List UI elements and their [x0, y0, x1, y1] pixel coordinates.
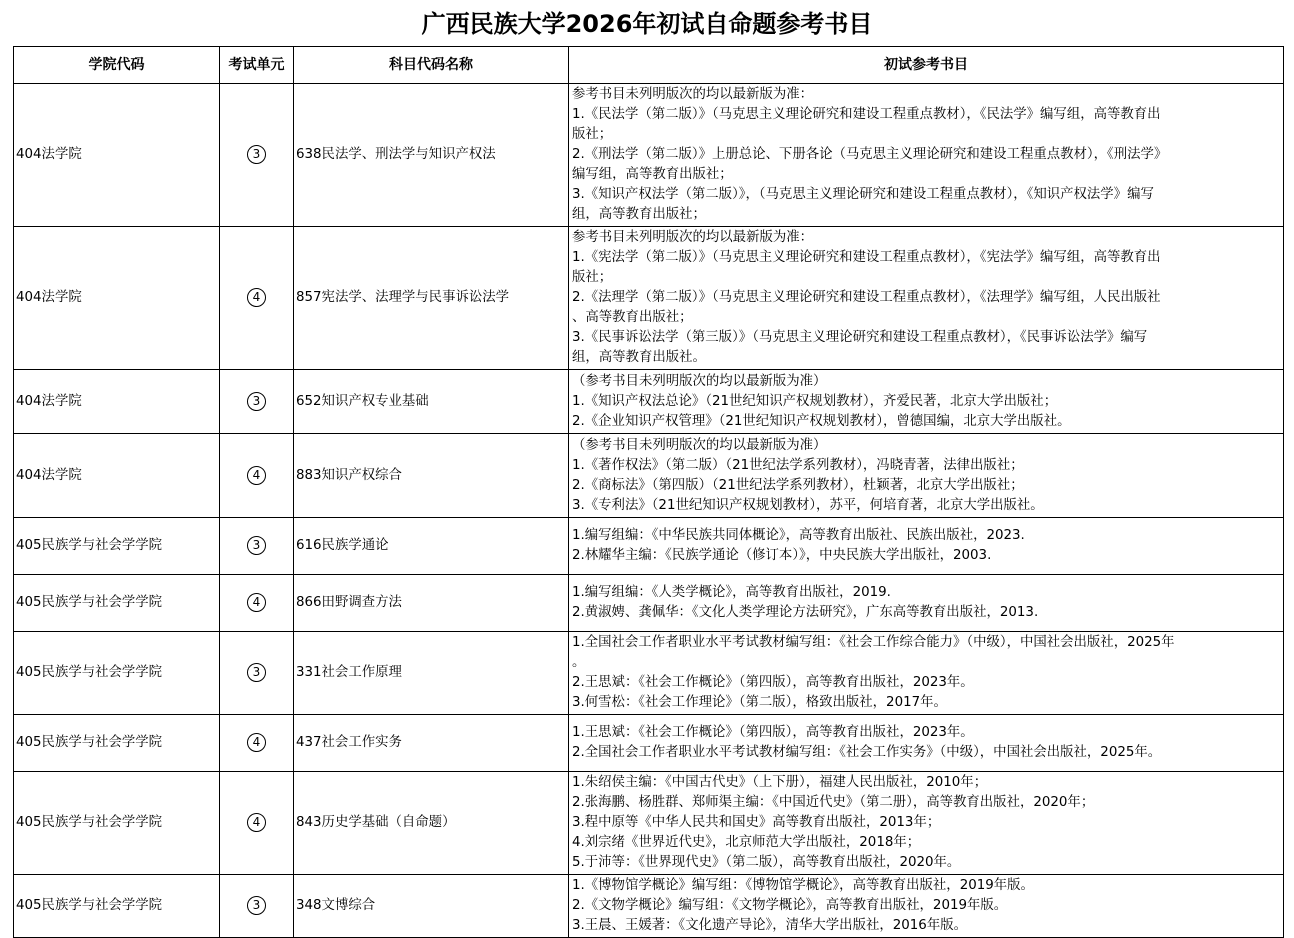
column-header-books: 初试参考书目	[569, 47, 1284, 84]
column-header-unit: 考试单元	[220, 47, 294, 84]
exam-unit-badge: 3	[247, 536, 266, 555]
exam-unit-badge: 3	[247, 145, 266, 164]
subject-cell: 843历史学基础（自命题）	[294, 772, 569, 875]
books-cell	[569, 715, 1284, 772]
book-line: 版社；	[572, 127, 613, 142]
book-line: 2.《文物学概论》编写组：《文物学概论》，高等教育出版社，2019年版。	[572, 898, 1008, 913]
table-row	[14, 434, 1284, 518]
college-cell: 405民族学与社会学学院	[14, 772, 220, 875]
subject-cell: 616民族学通论	[294, 518, 569, 575]
book-line: 2.《商标法》（第四版）（21世纪法学系列教材），杜颖著，北京大学出版社；	[572, 477, 1024, 493]
books-cell	[569, 227, 1284, 370]
book-line: 参考书目未列明版次的均以最新版为准：	[572, 87, 814, 102]
college-cell: 404法学院	[14, 84, 220, 227]
college-cell: 405民族学与社会学学院	[14, 875, 220, 938]
exam-unit-cell	[220, 84, 294, 227]
book-line: 2.张海鹏、杨胜群、郑师渠主编：《中国近代史》（第二册），高等教育出版社，2020年；	[572, 795, 1095, 810]
college-cell: 405民族学与社会学学院	[14, 518, 220, 575]
exam-unit-cell	[220, 772, 294, 875]
books-cell	[569, 575, 1284, 632]
table-row	[14, 227, 1284, 370]
subject-cell: 331社会工作原理	[294, 632, 569, 715]
book-line: 3.何雪松：《社会工作理论》（第二版），格致出版社，2017年。	[572, 695, 947, 710]
table-row	[14, 575, 1284, 632]
subject-cell: 348文博综合	[294, 875, 569, 938]
book-line: 编写组，高等教育出版社；	[572, 167, 733, 182]
book-line: 2.全国社会工作者职业水平考试教材编写组：《社会工作实务》（中级），中国社会出版社，2025年。	[572, 745, 1162, 760]
table-row	[14, 632, 1284, 715]
subject-cell: 883知识产权综合	[294, 434, 569, 518]
books-cell	[569, 370, 1284, 434]
book-line: 2.黄淑娉、龚佩华：《文化人类学理论方法研究》，广东高等教育出版社，2013.	[572, 605, 1039, 620]
subject-cell: 652知识产权专业基础	[294, 370, 569, 434]
subject-cell: 437社会工作实务	[294, 715, 569, 772]
table-row	[14, 772, 1284, 875]
book-line: 1.王思斌：《社会工作概论》（第四版），高等教育出版社，2023年。	[572, 725, 974, 740]
book-line: 2.《法理学（第二版）》（马克思主义理论研究和建设工程重点教材），《法理学》编写组，人民出版社	[572, 290, 1161, 305]
book-line: 3.《知识产权法学（第二版）》，（马克思主义理论研究和建设工程重点教材），《知识产权法学》编写	[572, 187, 1154, 202]
exam-unit-cell	[220, 875, 294, 938]
exam-unit-cell	[220, 518, 294, 575]
exam-unit-badge: 3	[247, 392, 266, 411]
book-line: 1.《博物馆学概论》编写组：《博物馆学概论》，高等教育出版社，2019年版。	[572, 878, 1034, 893]
exam-unit-badge: 4	[247, 288, 266, 307]
table-row	[14, 875, 1284, 938]
table-header-row	[14, 47, 1284, 84]
bibliography-table	[13, 46, 1284, 938]
exam-unit-badge: 4	[247, 733, 266, 752]
book-line: 版社；	[572, 270, 613, 285]
college-cell: 405民族学与社会学学院	[14, 632, 220, 715]
table-row	[14, 715, 1284, 772]
book-line: 2.《企业知识产权管理》（21世纪知识产权规划教材），曾德国编，北京大学出版社。	[572, 413, 1071, 429]
book-line: （参考书目未列明版次的均以最新版为准）	[572, 437, 827, 453]
book-line: 。	[572, 655, 586, 670]
book-line: 1.编写组编：《中华民族共同体概论》，高等教育出版社、民族出版社，2023.	[572, 528, 1025, 543]
college-cell: 404法学院	[14, 227, 220, 370]
exam-unit-badge: 4	[247, 593, 266, 612]
book-line: 3.程中原等《中华人民共和国史》高等教育出版社，2013年；	[572, 815, 941, 830]
books-cell	[569, 84, 1284, 227]
book-line: 2.《刑法学（第二版）》上册总论、下册各论（马克思主义理论研究和建设工程重点教材），《刑法学》	[572, 147, 1168, 162]
book-line: 1.朱绍侯主编：《中国古代史》（上下册），福建人民出版社，2010年；	[572, 775, 988, 790]
book-line: 1.编写组编：《人类学概论》，高等教育出版社，2019.	[572, 585, 891, 600]
book-line: 1.《著作权法》（第二版）（21世纪法学系列教材），冯晓青著，法律出版社；	[572, 457, 1024, 473]
book-line: 2.王思斌：《社会工作概论》（第四版），高等教育出版社，2023年。	[572, 675, 974, 690]
books-cell	[569, 434, 1284, 518]
college-cell: 405民族学与社会学学院	[14, 715, 220, 772]
exam-unit-cell	[220, 370, 294, 434]
book-line: 1.《宪法学（第二版）》（马克思主义理论研究和建设工程重点教材），《宪法学》编写组，高等教育出	[572, 250, 1161, 265]
table-row	[14, 84, 1284, 227]
table-row	[14, 518, 1284, 575]
book-line: 3.《民事诉讼法学（第三版）》（马克思主义理论研究和建设工程重点教材），《民事诉讼法学》编写	[572, 330, 1148, 345]
book-line: 1.《知识产权法总论》（21世纪知识产权规划教材），齐爱民著，北京大学出版社；	[572, 393, 1058, 409]
books-cell	[569, 875, 1284, 938]
subject-cell: 866田野调查方法	[294, 575, 569, 632]
book-line: （参考书目未列明版次的均以最新版为准）	[572, 373, 827, 389]
college-cell: 405民族学与社会学学院	[14, 575, 220, 632]
exam-unit-badge: 4	[247, 466, 266, 485]
book-line: 2.林耀华主编：《民族学通论（修订本）》，中央民族大学出版社，2003.	[572, 548, 992, 563]
column-header-college: 学院代码	[14, 47, 220, 84]
book-line: 3.王晨、王媛著：《文化遗产导论》，清华大学出版社，2016年版。	[572, 918, 967, 933]
column-header-subject: 科目代码名称	[294, 47, 569, 84]
subject-cell: 857宪法学、法理学与民事诉讼法学	[294, 227, 569, 370]
exam-unit-cell	[220, 632, 294, 715]
exam-unit-cell	[220, 715, 294, 772]
book-line: 5.于沛等：《世界现代史》（第二版），高等教育出版社，2020年。	[572, 855, 961, 870]
book-line: 1.《民法学（第二版）》（马克思主义理论研究和建设工程重点教材），《民法学》编写组，高等教育出	[572, 107, 1161, 122]
book-line: 组，高等教育出版社；	[572, 207, 706, 222]
exam-unit-badge: 4	[247, 813, 266, 832]
books-cell	[569, 772, 1284, 875]
books-cell	[569, 632, 1284, 715]
exam-unit-cell	[220, 575, 294, 632]
book-line: 组，高等教育出版社。	[572, 350, 706, 365]
books-cell	[569, 518, 1284, 575]
book-line: 3.《专利法》（21世纪知识产权规划教材），苏平，何培育著，北京大学出版社。	[572, 497, 1044, 513]
exam-unit-cell	[220, 227, 294, 370]
college-cell: 404法学院	[14, 370, 220, 434]
exam-unit-cell	[220, 434, 294, 518]
table-row	[14, 370, 1284, 434]
college-cell: 404法学院	[14, 434, 220, 518]
page-title: 广西民族大学2026年初试自命题参考书目	[421, 10, 873, 38]
exam-unit-badge: 3	[247, 896, 266, 915]
book-line: 参考书目未列明版次的均以最新版为准：	[572, 230, 814, 245]
subject-cell: 638民法学、刑法学与知识产权法	[294, 84, 569, 227]
exam-unit-badge: 3	[247, 663, 266, 682]
book-line: 1.全国社会工作者职业水平考试教材编写组：《社会工作综合能力》（中级），中国社会出版社，2025年	[572, 635, 1175, 650]
book-line: 4.刘宗绪《世界近代史》，北京师范大学出版社，2018年；	[572, 835, 921, 850]
book-line: 、高等教育出版社；	[572, 310, 693, 325]
